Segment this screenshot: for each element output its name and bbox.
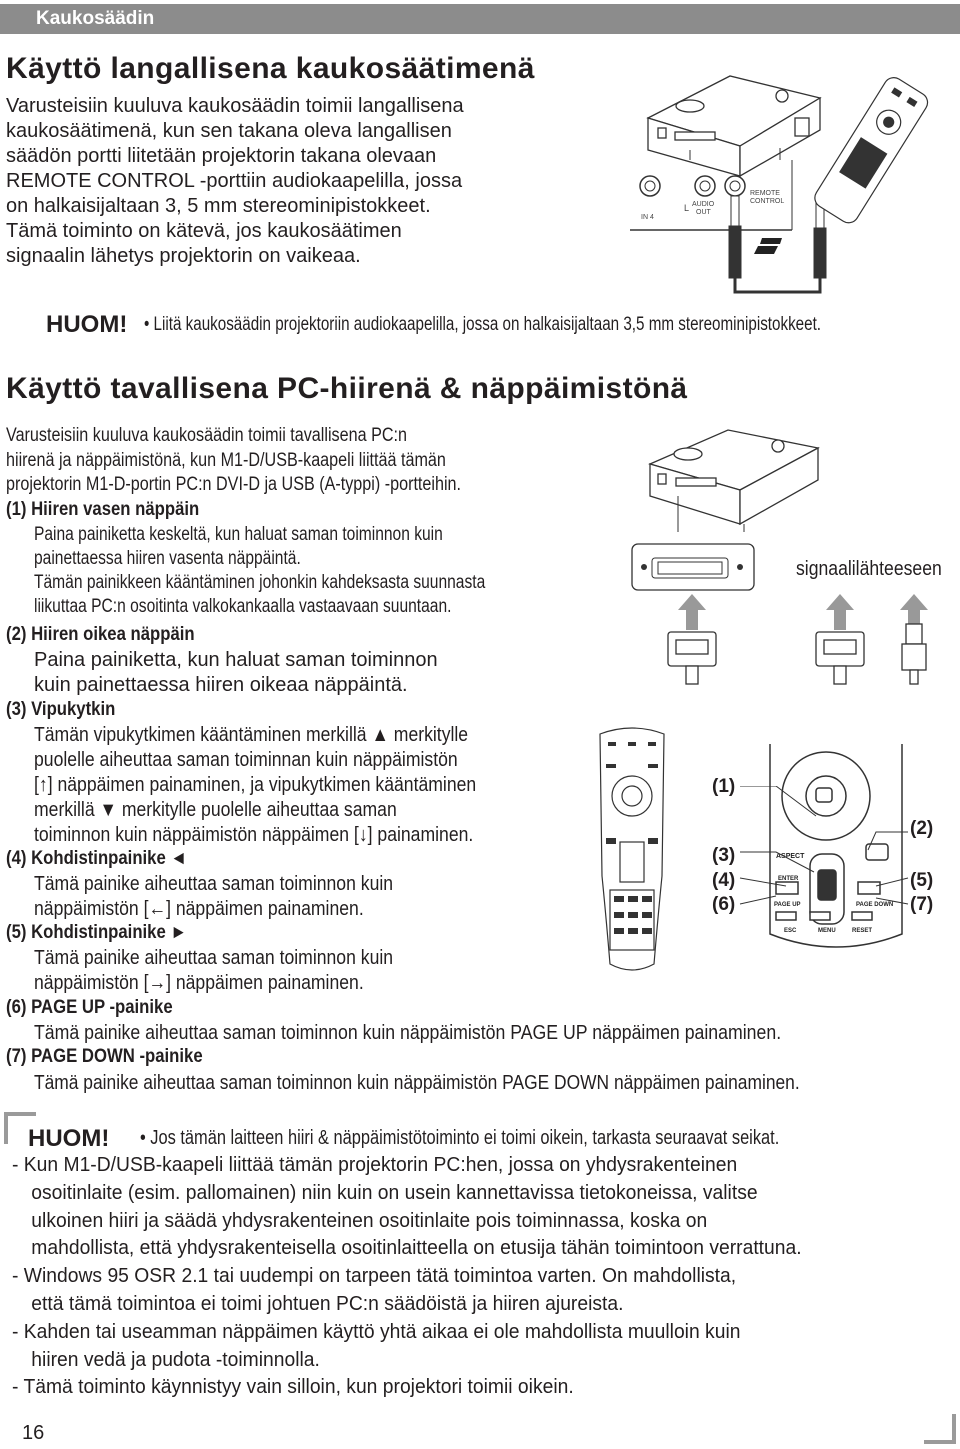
item2-line: Paina painiketta, kun haluat saman toiminnon: [34, 649, 438, 671]
item3-line: merkillä ▼ merkitylle puolelle aiheuttaa saman: [34, 799, 397, 821]
item3-body: [34, 723, 476, 848]
item3-line: puolelle aiheuttaa saman toiminnan kuin näppäimistön: [34, 749, 458, 771]
usb-connection-diagram: [628, 420, 960, 688]
section1-line: kaukosäätimenä, kun sen takana oleva langallisen: [6, 120, 452, 142]
item1-heading: (1) Hiiren vasen näppäin: [6, 499, 200, 520]
port-panel: [630, 160, 792, 254]
item7-heading: (7) PAGE DOWN -painike: [6, 1046, 203, 1067]
note2-line: ulkoinen hiiri ja säädä yhdysrakenteinen osoitinlaite pois toiminnassa, koska on: [31, 1209, 708, 1232]
port-in4-label: IN 4: [641, 214, 654, 221]
item1-line: liikuttaa PC:n osoitinta valkokankaalla vastaavaan suuntaan.: [34, 596, 452, 617]
item5-line: näppäimistön [→] näppäimen painaminen.: [34, 972, 364, 994]
item7-body: Tämä painike aiheuttaa saman toiminnon kuin näppäimistön PAGE DOWN näppäimen painaminen.: [34, 1072, 800, 1094]
item5-heading: (5) Kohdistinpainike ►: [6, 922, 187, 943]
section1-line: säädön portti liitetään projektorin takana olevaan: [6, 145, 437, 167]
item1-line: Tämän painikkeen kääntäminen johonkin kahdeksasta suunnasta: [34, 572, 486, 593]
item4-line: Tämä painike aiheuttaa saman toiminnon kuin: [34, 873, 394, 895]
section1-line: Tämä toiminto on kätevä, jos kaukosäätimen: [6, 220, 402, 242]
note1-text: • Liitä kaukosäädin projektoriin audiokaapelilla, jossa on halkaisijaltaan 3,5 mm stereominipistokkeet.: [144, 314, 822, 335]
item3-line: toiminnon kuin näppäimistön näppäimen [↓] painaminen.: [34, 824, 474, 846]
remote-pagedown-label: PAGE DOWN: [856, 902, 894, 908]
remote-menu-label: MENU: [818, 928, 836, 934]
section1-line: on halkaisijaltaan 3, 5 mm stereominipistokkeet.: [6, 195, 431, 217]
remote-aspect-label: ASPECT: [776, 853, 805, 860]
section1-title: Käyttö langallisena kaukosäätimenä: [6, 52, 535, 85]
note2-line: hiiren vedä ja pudota -toiminnolla.: [31, 1348, 320, 1371]
callout-7: (7): [910, 894, 934, 915]
note2-frame: [0, 1108, 960, 1449]
section2-intro-line: Varusteisiin kuuluva kaukosäädin toimii tavallisena PC:n: [6, 425, 407, 446]
section2-intro: [6, 424, 601, 498]
audio-out-label-1: AUDIO: [692, 201, 715, 208]
usb-connector-icon: [902, 624, 926, 684]
section1-line: Varusteisiin kuuluva kaukosäädin toimii langallisena: [6, 95, 464, 117]
callout-2: (2): [910, 818, 934, 839]
callout-5: (5): [910, 870, 934, 891]
section-header-title: Kaukosäädin: [36, 8, 155, 29]
section2-intro-line: projektorin M1-D-portin PC:n DVI-D ja USB (A-typpi) -portteihin.: [6, 474, 462, 495]
item4-line: näppäimistön [←] näppäimen painaminen.: [34, 898, 364, 920]
audio-out-label-2: OUT: [696, 209, 711, 216]
item1-line: Paina painiketta keskeltä, kun haluat saman toiminnon kuin: [34, 524, 443, 545]
item4-heading: (4) Kohdistinpainike ◄: [6, 848, 187, 869]
wired-remote-diagram: [630, 58, 960, 300]
callout-6: (6): [712, 894, 736, 915]
section1-line: REMOTE CONTROL -porttiin audiokaapelilla, jossa: [6, 170, 463, 192]
remote-esc-label: ESC: [784, 928, 797, 934]
callout-4: (4): [712, 870, 736, 891]
remote-reset-label: RESET: [852, 928, 873, 934]
section2-title: Käyttö tavallisena PC-hiirenä & näppäimistönä: [6, 372, 688, 405]
section1-paragraph: [6, 94, 626, 269]
remote-illustration: [811, 74, 931, 227]
remote-control-label-1: REMOTE: [750, 190, 780, 197]
item1-line: painettaessa hiiren vasenta näppäintä.: [34, 548, 301, 569]
dvi-port-panel: [632, 544, 754, 590]
item4-body: [34, 872, 393, 922]
note2-first: • Jos tämän laitteen hiiri & näppäimistötoiminto ei toimi oikein, tarkasta seuraavat seikat.: [140, 1127, 780, 1149]
note2-line: osoitinlaite (esim. pallomainen) niin kuin on usein kannettavissa tietokoneissa, valitse: [31, 1181, 758, 1204]
item5-line: Tämä painike aiheuttaa saman toiminnon kuin: [34, 947, 394, 969]
item2-heading: (2) Hiiren oikea näppäin: [6, 624, 195, 645]
remote-pageup-label: PAGE UP: [774, 902, 801, 908]
item5-body: [34, 946, 393, 996]
signal-source-label: signaalilähteeseen: [796, 558, 942, 580]
item1-body: [34, 523, 485, 619]
port-l-label: L: [684, 203, 690, 213]
note1-label: HUOM!: [46, 311, 128, 338]
item2-line: kuin painettaessa hiiren oikeaa näppäintä.: [34, 674, 408, 696]
note2-line: että tämä toimintoa ei toimi johtuen PC:n säädöistä ja hiiren ajureista.: [31, 1292, 624, 1315]
projector-illustration-2: [650, 430, 818, 524]
dvi-connector-icon: [668, 632, 864, 684]
remote-small-illustration: [596, 726, 668, 976]
section-header-bar: [0, 4, 960, 34]
note2-label: HUOM!: [28, 1125, 110, 1152]
callout-1: (1): [712, 776, 736, 797]
remote-enter-label: ENTER: [778, 876, 799, 882]
remote-control-label-2: CONTROL: [750, 198, 785, 205]
item6-heading: (6) PAGE UP -painike: [6, 997, 173, 1018]
note2-line: - Kahden tai useamman näppäimen käyttö yhtä aikaa ei ole mahdollista muulloin kuin: [12, 1320, 741, 1343]
item3-heading: (3) Vipukytkin: [6, 699, 116, 720]
page-number: 16: [22, 1422, 45, 1444]
note2-line: - Kun M1-D/USB-kaapeli liittää tämän projektorin PC:hen, jossa on yhdysrakenteinen: [12, 1154, 738, 1176]
section1-line: signaalin lähetys projektorin on vaikeaa.: [6, 245, 361, 267]
projector-illustration: [648, 76, 820, 176]
note2-line: - Tämä toiminto käynnistyy vain silloin, kun projektori toimii oikein.: [12, 1376, 574, 1399]
item3-line: Tämän vipukytkimen kääntäminen merkillä ▲ merkitylle: [34, 724, 469, 746]
item2-body: [34, 648, 438, 698]
note2-line: mahdollista, että yhdysrakenteisella osoitinlaitteella on etusija tähän toimintoon verrattuna.: [31, 1237, 802, 1260]
section2-intro-line: hiirenä ja näppäimistönä, kun M1-D/USB-kaapeli liittää tämän: [6, 449, 446, 471]
callout-lines: [736, 786, 916, 916]
callout-3: (3): [712, 845, 736, 866]
item6-body: Tämä painike aiheuttaa saman toiminnon kuin näppäimistön PAGE UP näppäimen painaminen.: [34, 1022, 782, 1044]
item3-line: [↑] näppäimen painaminen, ja vipukytkimen kääntäminen: [34, 774, 477, 796]
up-arrow-icon: [678, 594, 928, 630]
note2-line: - Windows 95 OSR 2.1 tai uudempi on tarpeen tätä toimintoa varten. On mahdollista,: [12, 1265, 737, 1288]
